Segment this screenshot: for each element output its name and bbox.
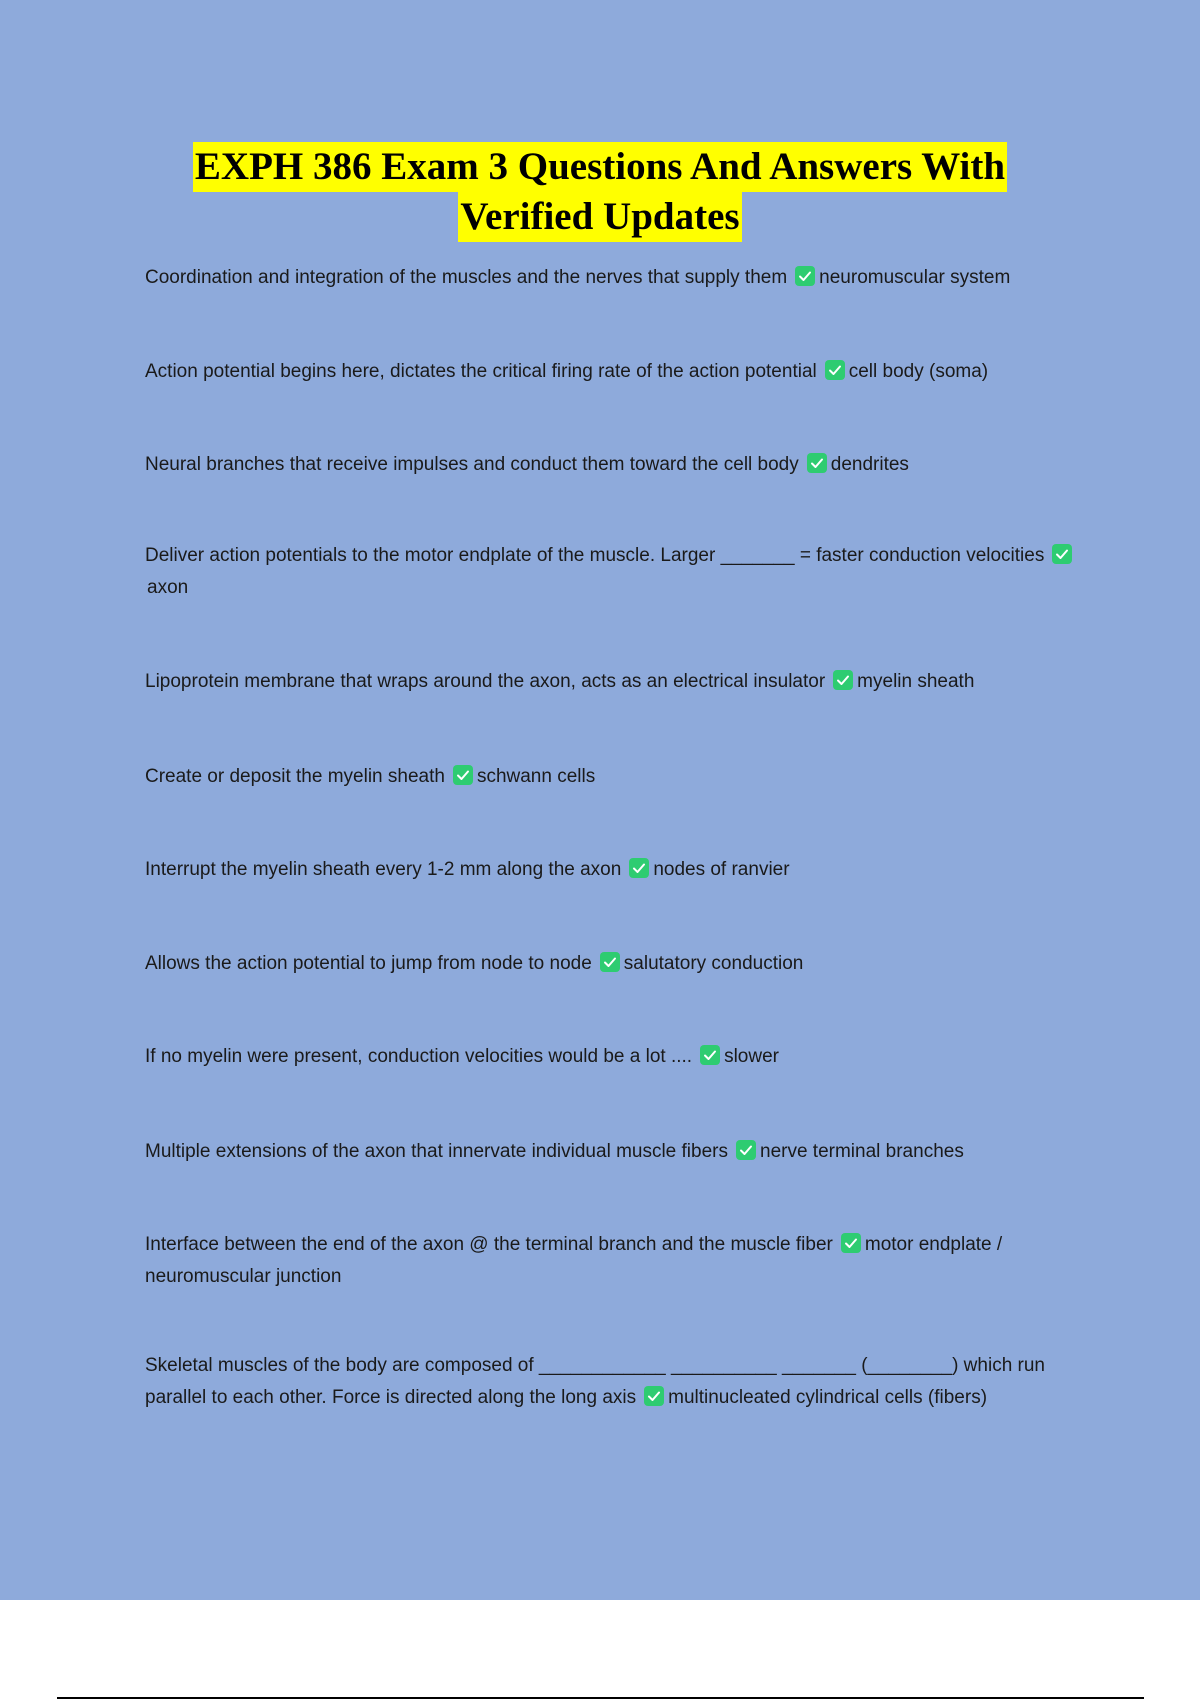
answer-text: multinucleated cylindrical cells (fibers) — [668, 1387, 988, 1408]
question-text: Create or deposit the myelin sheath — [145, 766, 445, 787]
document-title — [0, 142, 1200, 242]
check-mark-icon — [833, 670, 853, 690]
answer-text: cell body (soma) — [848, 361, 989, 382]
qa-item — [145, 948, 1090, 980]
question-text: Multiple extensions of the axon that innervate individual muscle fibers — [145, 1141, 728, 1162]
check-mark-icon — [1052, 544, 1072, 564]
qa-item — [145, 1136, 1090, 1168]
qa-item — [145, 540, 1090, 604]
answer-text: myelin sheath — [857, 671, 975, 692]
answer-text: salutatory conduction — [623, 953, 804, 974]
qa-item — [145, 449, 1090, 481]
check-mark-icon — [736, 1140, 756, 1160]
check-mark-icon — [807, 453, 827, 473]
answer-text: axon — [147, 577, 189, 598]
check-mark-icon — [841, 1233, 861, 1253]
question-text: Skeletal muscles of the body are composed of ____________ __________ _______ (________) which run parallel to each other. Force is directed along the long axis — [145, 1355, 1045, 1408]
qa-item — [145, 666, 1090, 698]
answer-text: schwann cells — [476, 766, 596, 787]
question-text: Allows the action potential to jump from node to node — [145, 953, 592, 974]
answer-text: neuromuscular system — [819, 267, 1011, 288]
question-text: Interface between the end of the axon @ the terminal branch and the muscle fiber — [145, 1234, 833, 1255]
check-mark-icon — [644, 1386, 664, 1406]
answer-text: nodes of ranvier — [653, 859, 790, 880]
check-mark-icon — [795, 266, 815, 286]
question-text: Neural branches that receive impulses and conduct them toward the cell body — [145, 454, 799, 475]
question-text: Deliver action potentials to the motor endplate of the muscle. Larger _______ = faster conduction velocities — [145, 545, 1045, 566]
check-mark-icon — [600, 952, 620, 972]
qa-item — [145, 1041, 1090, 1073]
question-text: Action potential begins here, dictates the critical firing rate of the action potential — [145, 361, 817, 382]
footer-divider — [57, 1697, 1144, 1699]
qa-item — [145, 1229, 1090, 1293]
qa-item — [145, 854, 1090, 886]
check-mark-icon — [453, 765, 473, 785]
check-mark-icon — [700, 1045, 720, 1065]
qa-item — [145, 761, 1090, 793]
check-mark-icon — [825, 360, 845, 380]
question-text: Coordination and integration of the muscles and the nerves that supply them — [145, 267, 788, 288]
answer-text: nerve terminal branches — [760, 1141, 964, 1162]
qa-item — [145, 356, 1090, 388]
question-text: If no myelin were present, conduction velocities would be a lot .... — [145, 1046, 693, 1067]
answer-text: slower — [724, 1046, 779, 1067]
title-line-2: Verified Updates — [458, 192, 741, 242]
qa-item — [145, 1350, 1090, 1414]
answer-text: dendrites — [830, 454, 909, 475]
answer-text: motor endplate / neuromuscular junction — [145, 1234, 1003, 1287]
title-line-1: EXPH 386 Exam 3 Questions And Answers With — [193, 142, 1007, 192]
question-text: Interrupt the myelin sheath every 1-2 mm along the axon — [145, 859, 622, 880]
question-text: Lipoprotein membrane that wraps around the axon, acts as an electrical insulator — [145, 671, 826, 692]
qa-item — [145, 262, 1090, 294]
check-mark-icon — [629, 858, 649, 878]
